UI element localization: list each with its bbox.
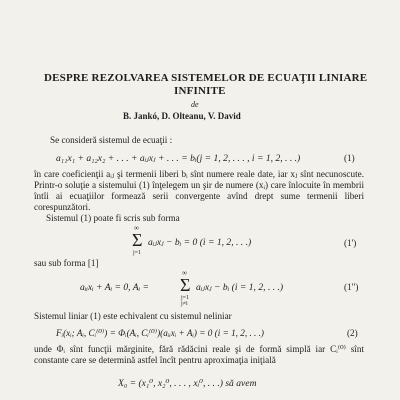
paper-title-line-1: DESPRE REZOLVAREA SISTEMELOR DE ECUAŢII LINIARE xyxy=(44,72,368,84)
paragraph-phi-functions: unde Φᵢ sînt funcţii mărginite, fără rădăcini reale şi de formă simplă iar Cᵢ⁽⁰⁾ sînt constante care se determină astfel încît pentru aproximaţia iniţială xyxy=(34,344,364,365)
sum2-lower-limit-2: j≠i xyxy=(181,301,188,307)
sum-lower-limit: j=1 xyxy=(133,250,142,256)
equation-1-prime xyxy=(132,224,372,256)
sentence-equivalent-system: Sistemul liniar (1) este echivalent cu sistemul neliniar xyxy=(34,311,232,321)
equation-2-number: (2) xyxy=(347,328,358,338)
paragraph-definitions: în care coeficienţii aᵢⱼ şi termenii liberi bᵢ sînt numere reale date, iar xⱼ sînt necunoscute. Printr-o soluţie a sistemului (1) înţelegem un şir de numere (xᵢ) care înlocuite în membrii întîi ai ecuaţiilor formează serii convergente avînd drept sume termenii liberi corespunzători. xyxy=(34,169,364,212)
paper-title-line-2: INFINITE xyxy=(174,85,226,97)
sentence-or-form: sau sub forma [1] xyxy=(34,258,99,268)
equation-1-prime-body: aᵢⱼxⱼ − bᵢ = 0 (i = 1, 2, . . .) xyxy=(148,237,252,248)
intro-sentence: Se consideră sistemul de ecuaţii : xyxy=(50,135,173,145)
equation-1-double-prime-left: aᵢᵢxᵢ + Aᵢ = 0, Aᵢ = xyxy=(80,282,150,293)
equation-initial-approximation: X₀ = (x₁⁰, x₂⁰, . . . , xᵢ⁰, . . .) să avem xyxy=(118,378,257,389)
sum-upper-limit: ∞ xyxy=(134,224,139,232)
sum-symbol: Σ xyxy=(132,230,143,250)
equation-2: Fᵢ(xᵢ; Aᵢ, Cᵢ⁽⁰⁾) = Φᵢ(Aᵢ, Cᵢ⁽⁰⁾)(aᵢᵢxᵢ + Aᵢ) = 0 (i = 1, 2, . . .) xyxy=(56,328,264,338)
sum2-lower-limit-1: j=1 xyxy=(181,295,190,301)
author-list: B. Jankó, D. Olteanu, V. David xyxy=(123,111,241,121)
equation-1-prime-number: (1') xyxy=(344,238,357,248)
equation-1-double-prime-body: aᵢⱼxⱼ − bᵢ (i = 1, 2, . . .) xyxy=(196,282,284,293)
sum2-symbol: Σ xyxy=(180,275,191,295)
equation-1-double-prime xyxy=(80,269,350,307)
equation-1-number: (1) xyxy=(344,153,355,163)
sum2-upper-limit: ∞ xyxy=(182,269,187,277)
byline-de: de xyxy=(191,100,199,109)
equation-1-double-prime-number: (1") xyxy=(344,282,359,292)
equation-1: a₁₁x₁ + a₁₂x₂ + . . . + aᵢⱼxⱼ + . . . = bᵢ(j = 1, 2, . . . , i = 1, 2, . . .) xyxy=(56,153,301,164)
sentence-can-be-written: Sistemul (1) poate fi scris sub forma xyxy=(46,213,180,223)
